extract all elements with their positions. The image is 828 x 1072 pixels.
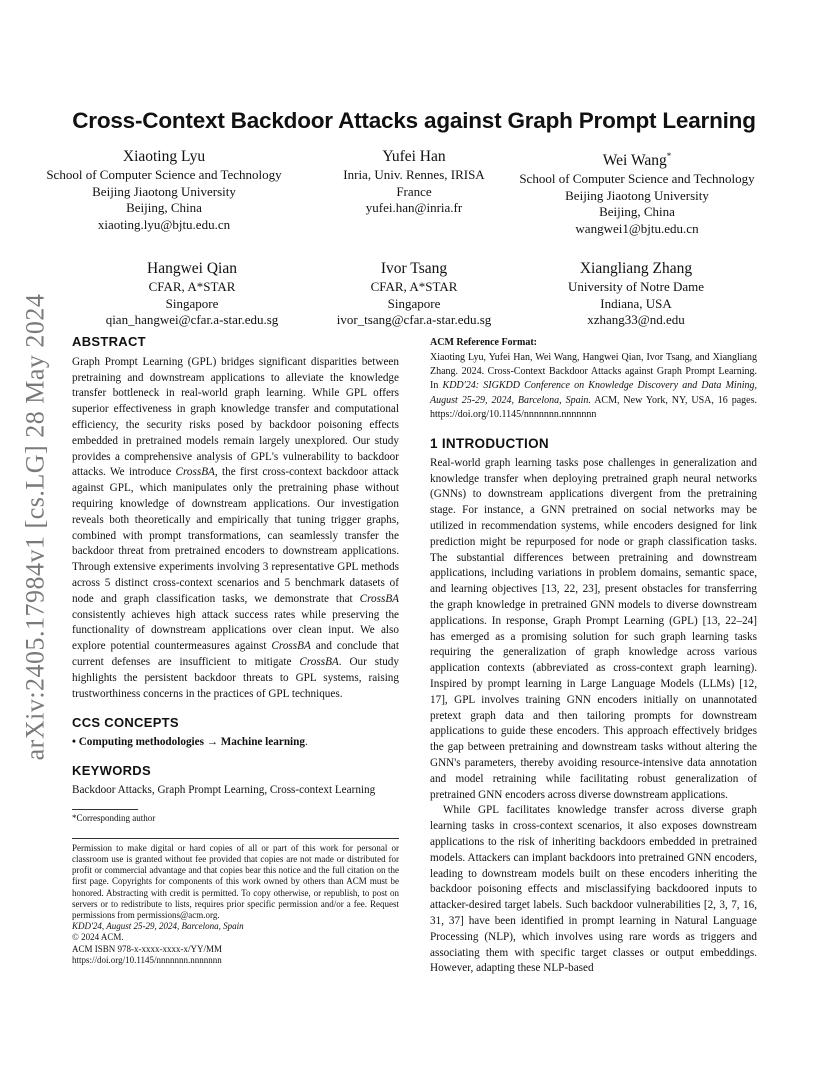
- author-name: Wei Wang: [602, 152, 667, 170]
- author-location: France: [396, 183, 432, 199]
- isbn-line: ACM ISBN 978-x-xxxx-xxxx-x/YY/MM: [72, 943, 223, 954]
- author-email: yufei.han@inria.fr: [365, 200, 463, 215]
- author-affiliation: School of Computer Science and Technology: [46, 167, 282, 182]
- right-column: [430, 336, 757, 977]
- author-location: Indiana, USA: [600, 295, 672, 311]
- keywords-text: Backdoor Attacks, Graph Prompt Learning, Cross-context Learning: [72, 783, 376, 796]
- author-email: xiaoting.lyu@bjtu.edu.cn: [97, 216, 231, 232]
- author-institution: Beijing Jiaotong University: [92, 183, 236, 199]
- author-email: qian_hangwei@cfar.a-star.edu.sg: [105, 312, 279, 327]
- author-email: xzhang33@nd.edu: [587, 312, 685, 327]
- author-name: Xiangliang Zhang: [579, 260, 693, 277]
- author-name: Ivor Tsang: [380, 260, 448, 277]
- author-affiliation: CFAR, A*STAR: [370, 279, 458, 294]
- author-block: [294, 147, 534, 217]
- ccs-concept: • Computing methodologies → Machine learning.: [72, 736, 308, 749]
- permission-block: [72, 843, 399, 966]
- permission-text: Permission to make digital or hard copies of all or part of this work for personal or classroom use is granted without fee provided that copies are not made or distributed for profit or commercial advantage and that copies bear this notice and the full citation on the first page. Copyrights for components of this work owned by others than ACM must be honored. Abstracting with credit is permitted. To copy otherwise, or republish, to post on servers or to redistribute to lists, requires prior specific permission and/or a fee. Request permissions from permissions@acm.org.: [72, 842, 399, 920]
- author-affiliation: University of Notre Dame: [567, 279, 705, 294]
- author-block: [72, 259, 312, 329]
- left-column: [72, 334, 399, 966]
- author-name: Xiaoting Lyu: [122, 148, 206, 165]
- author-affiliation: School of Computer Science and Technology: [519, 171, 755, 187]
- author-affiliation: Inria, Univ. Rennes, IRISA: [343, 167, 485, 182]
- doi-link[interactable]: https://doi.org/10.1145/nnnnnnn.nnnnnnn: [72, 954, 222, 965]
- author-name: Yufei Han: [382, 148, 446, 165]
- author-location: Beijing, China: [599, 204, 675, 220]
- abstract-text: Graph Prompt Learning (GPL) bridges significant disparities between pretraining and downstream applications to alleviate the knowledge transfer bottleneck in real-world graph learning. While GPL offers superior effectiveness in graph knowledge transfer and computational efficiency, the security risks posed by backdoor poisoning effects embedded in pretrained models remain largely unexplored. Our study provides a comprehensive analysis of GPL's vulnerability to backdoor attacks. We introduce CrossBA, the first cross-context backdoor attack against GPL, which manipulates only the pretraining phase without requiring knowledge of downstream applications. Our investigation reveals both theoretically and empirically that tuning trigger graphs, combined with prompt transformations, can seamlessly transfer the backdoor threat from pretrained encoders to downstream applications. Through extensive experiments involving 3 representative GPL methods across 5 distinct cross-context scenarios and 5 benchmark datasets of node and graph classification tasks, we demonstrate that CrossBA consistently achieves high attack success rates while preserving the functionality of downstream applications over clean input. We also explore potential countermeasures against CrossBA and conclude that current defenses are insufficient to mitigate CrossBA. Our study highlights the persistent backdoor threats to GPL systems, raising trustworthiness concerns in the practices of GPL techniques.: [72, 355, 399, 700]
- reference-format-text: Xiaoting Lyu, Yufei Han, Wei Wang, Hangwei Qian, Ivor Tsang, and Xiangliang Zhang. 2024. Cross-Context Backdoor Attacks against Graph Prompt Learning. In KDD'24: SIGKDD Conference on Knowledge Discovery and Data Mining, August 25-29, 2024, Barcelona, Spain. ACM, New York, NY, USA, 16 pages. https://doi.org/10.1145/nnnnnnn.nnnnnnn: [430, 352, 757, 420]
- author-block: [294, 259, 534, 329]
- permission-rule: [72, 838, 399, 839]
- intro-heading: 1 INTRODUCTION: [430, 436, 549, 452]
- ccs-heading: CCS CONCEPTS: [72, 715, 179, 731]
- author-location: Singapore: [165, 295, 219, 311]
- author-email: wangwei1@bjtu.edu.cn: [575, 220, 699, 236]
- author-location: Singapore: [387, 295, 441, 311]
- author-affiliation: CFAR, A*STAR: [148, 279, 236, 294]
- keywords-heading: KEYWORDS: [72, 762, 151, 778]
- footnote-rule: [72, 809, 138, 810]
- author-block: [517, 147, 757, 237]
- arxiv-stamp: arXiv:2405.17984v1 [cs.LG] 28 May 2024: [20, 293, 49, 761]
- corresponding-mark: *: [666, 151, 672, 161]
- footnote: *Corresponding author: [72, 812, 156, 823]
- venue-line: KDD'24, August 25-29, 2024, Barcelona, Spain: [72, 921, 244, 932]
- author-location: Beijing, China: [126, 200, 202, 215]
- copyright-line: © 2024 ACM.: [72, 932, 124, 943]
- intro-paragraph: Real-world graph learning tasks pose challenges in generalization and knowledge transfer when deploying pretrained graph neural networks (GNNs) to downstream applications divergent from the pretraining stage. For instance, a GNN pretrained on social networks may be utilized in recommendation systems, while encoders designed for link prediction might be repurposed for node or graph classification tasks. The substantial differences between pretraining and downstream applications, including variations in problem domains, semantic space, and learning objectives [13, 22, 23], present obstacles for transferring the graph knowledge in pretrained GNN models to diverse downstream applications. In response, Graph Prompt Learning (GPL) [13, 22–24] has emerged as a promising solution for such graph learning tasks requiring the generalization of graph knowledge across various application contexts (abbreviated as cross-context graph learning). Inspired by prompt learning in Large Language Models (LLMs) [12, 17], GPL involves training GNN encoders initially on unannotated pretext graph data and then tailoring prompts for downstream applications to guide these encoders. This approach effectively bridges the gap between pretraining and downstream tasks without altering the GNN's parameters, thereby avoiding resource-intensive data annotation and model retraining while facilitating robust generalization of pretrained GNN encoders across diverse downstream applications.: [430, 456, 757, 801]
- author-block: [516, 259, 756, 329]
- author-institution: Beijing Jiaotong University: [565, 187, 709, 203]
- intro-paragraph: While GPL facilitates knowledge transfer across diverse graph learning tasks in cross-context scenarios, it also exposes downstream applications to the risk of inheriting backdoors embedded in pretrained models. Attackers can implant backdoors into pretrained GNN encoders, leading to downstream models built on these encoders inheriting the backdoor poisoning effects and misclassifying backdoored inputs to attacker-desired target labels. Such backdoor vulnerabilities [2, 3, 7, 16, 31, 37] have been identified in prompt learning in Natural Language Processing (NLP), which involves using rare words as triggers and associating them with specific target classes or output embeddings. However, adapting these NLP-based: [430, 804, 757, 975]
- author-email: ivor_tsang@cfar.a-star.edu.sg: [336, 312, 492, 327]
- abstract-heading: ABSTRACT: [72, 334, 146, 349]
- reference-format-heading: ACM Reference Format:: [430, 337, 537, 348]
- author-name: Hangwei Qian: [147, 260, 237, 277]
- paper-title: Cross-Context Backdoor Attacks against Graph Prompt Learning: [72, 108, 756, 133]
- author-block: [44, 147, 284, 233]
